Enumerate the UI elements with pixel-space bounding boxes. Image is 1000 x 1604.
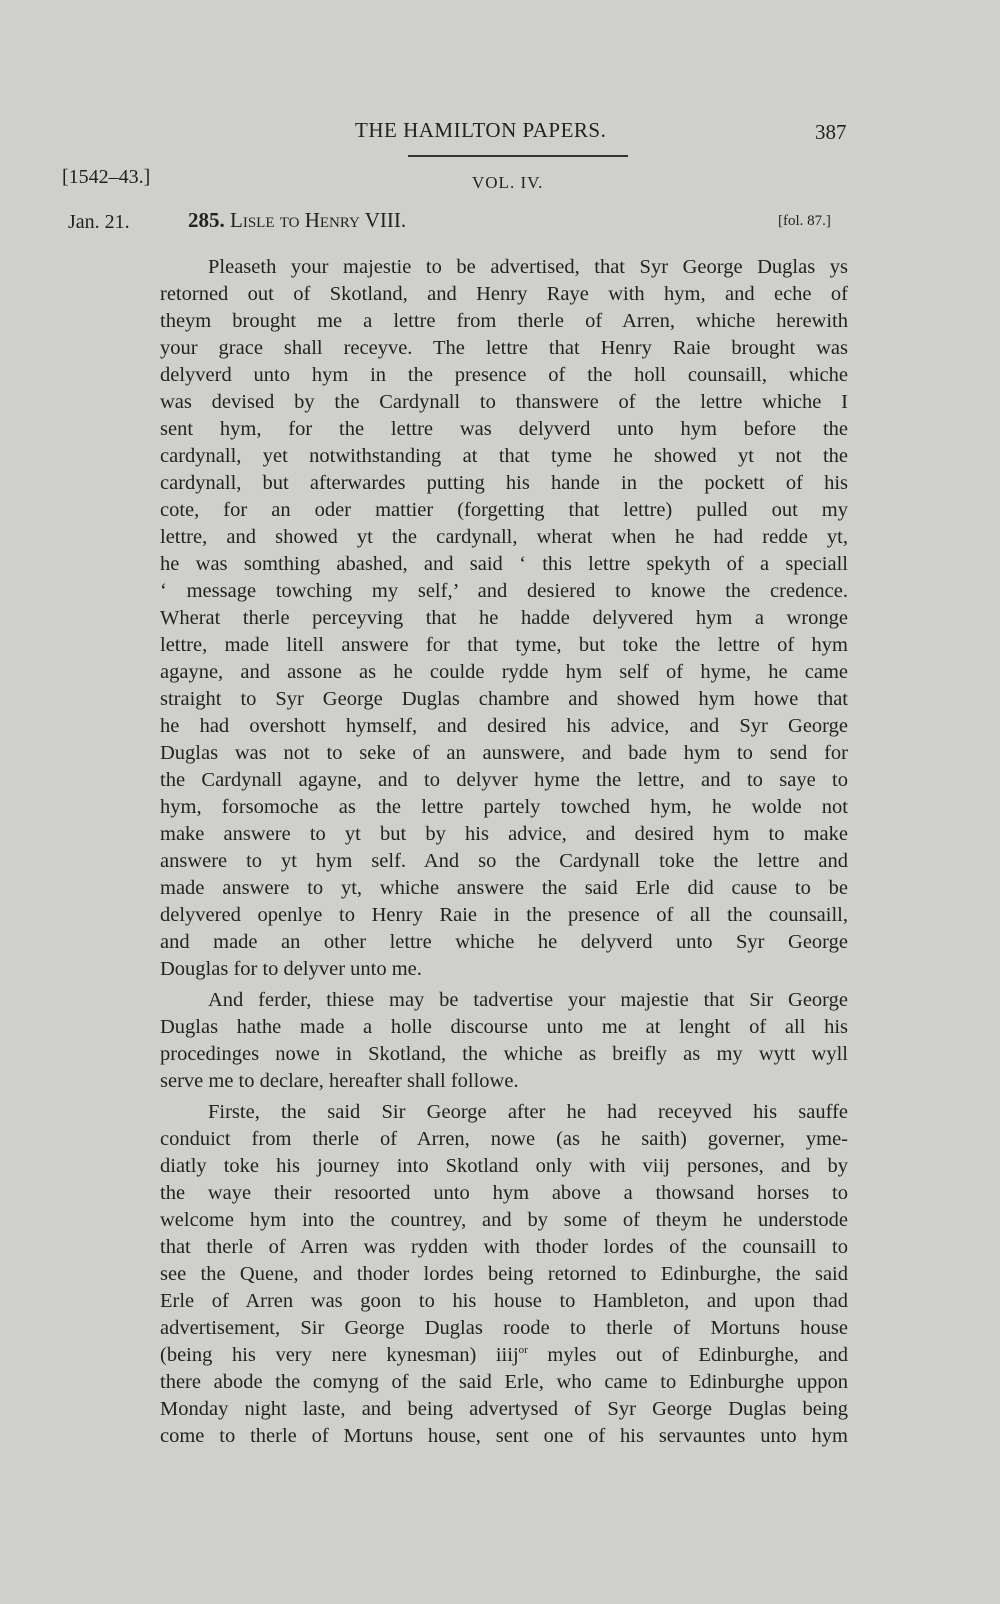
text-line: Erle of Arren was goon to his house to Hambleton, and upon thad (160, 1290, 848, 1312)
text-line: ‘ message towching my self,’ and desiered to knowe the credence. (160, 580, 848, 602)
letter-number: 285. (188, 208, 225, 232)
text-line-tail: myles out of Edinburghe, and (527, 1344, 848, 1366)
running-title: THE HAMILTON PAPERS. (355, 118, 607, 142)
text-line: straight to Syr George Duglas chambre and showed hym howe that (160, 688, 848, 710)
text-line: Pleaseth your majestie to be advertised, that Syr George Duglas ys (208, 256, 848, 278)
text-line: made answere to yt, whiche answere the said Erle did cause to be (160, 877, 848, 899)
text-line: that therle of Arren was rydden with thoder lordes of the counsaill to (160, 1236, 848, 1258)
text-line: Duglas was not to seke of an aunswere, and bade hym to send for (160, 742, 848, 764)
text-line: your grace shall receyve. The lettre that Henry Raie brought was (160, 337, 848, 359)
text-line: the Cardynall agayne, and to delyver hyme the lettre, and to saye to (160, 769, 848, 791)
page-number: 387 (815, 120, 847, 144)
text-line: make answere to yt but by his advice, and desired hym to make (160, 823, 848, 845)
text-line: Wherat therle perceyving that he hadde delyvered hym a wronge (160, 607, 848, 629)
text-line: hym, forsomoche as the lettre partely towched hym, he wolde not (160, 796, 848, 818)
text-line: come to therle of Mortuns house, sent one of his servauntes unto hym (160, 1425, 848, 1447)
volume-label: VOL. IV. (472, 173, 544, 192)
text-line: Duglas hathe made a holle discourse unto me at lenght of all his (160, 1016, 848, 1038)
text-line: Douglas for to delyver unto me. (160, 958, 422, 980)
letter-heading (188, 208, 406, 233)
text-line: theym brought me a lettre from therle of Arren, whiche herewith (160, 310, 848, 332)
text-line: sent hym, for the lettre was delyverd unto hym before the (160, 418, 848, 440)
header-rule (408, 155, 628, 157)
text-line: Firste, the said Sir George after he had receyved his sauffe (208, 1101, 848, 1123)
entry-date: Jan. 21. (68, 211, 130, 233)
text-line: conduict from therle of Arren, nowe (as he saith) governer, yme- (160, 1128, 848, 1150)
text-line: lettre, made litell answere for that tyme, but toke the lettre of hym (160, 634, 848, 656)
date-range: [1542–43.] (62, 166, 151, 188)
text-line: lettre, and showed yt the cardynall, wherat when he had redde yt, (160, 526, 848, 548)
text-line: see the Quene, and thoder lordes being retorned to Edinburghe, the said (160, 1263, 848, 1285)
text-line: agayne, and assone as he coulde rydde hym self of hyme, he came (160, 661, 848, 683)
folio-reference: [fol. 87.] (778, 213, 831, 229)
letter-body (160, 254, 848, 1450)
text-line: (being his very nere kynesman) iiij$^{or}$ myles out of Edinburghe, and (160, 1344, 848, 1366)
text-line: there abode the comyng of the said Erle, who came to Edinburghe uppon (160, 1371, 848, 1393)
text-line: was devised by the Cardynall to thanswere of the lettre whiche I (160, 391, 848, 413)
text-line: he was somthing abashed, and said ‘ this lettre spekyth of a speciall (160, 553, 848, 575)
text-line: welcome hym into the countrey, and by some of theym he understode (160, 1209, 848, 1231)
text-line: diatly toke his journey into Skotland only with viij persones, and by (160, 1155, 848, 1177)
text-line: the waye their resoorted unto hym above a thowsand horses to (160, 1182, 848, 1204)
letter-title: Lisle to Henry VIII. (230, 208, 407, 232)
text-line: and made an other lettre whiche he delyverd unto Syr George (160, 931, 848, 953)
text-line: delyvered openlye to Henry Raie in the presence of all the counsaill, (160, 904, 848, 926)
text-line: he had overshott hymself, and desired his advice, and Syr George (160, 715, 848, 737)
text-line: cote, for an oder mattier (forgetting that lettre) pulled out my (160, 499, 848, 521)
text-line: procedinges nowe in Skotland, the whiche as breifly as my wytt wyll (160, 1043, 848, 1065)
text-line: retorned out of Skotland, and Henry Raye with hym, and eche of (160, 283, 848, 305)
text-line: And ferder, thiese may be tadvertise your majestie that Sir George (208, 989, 848, 1011)
superscript: or (518, 1344, 528, 1357)
text-line: Monday night laste, and being advertysed of Syr George Duglas being (160, 1398, 848, 1420)
text-line: cardynall, but afterwardes putting his hande in the pockett of his (160, 472, 848, 494)
text-line: delyverd unto hym in the presence of the holl counsaill, whiche (160, 364, 848, 386)
text-line: cardynall, yet notwithstanding at that tyme he showed yt not the (160, 445, 848, 467)
text-line: answere to yt hym self. And so the Cardynall toke the lettre and (160, 850, 848, 872)
text-line: advertisement, Sir George Duglas roode to therle of Mortuns house (160, 1317, 848, 1339)
text-line: serve me to declare, hereafter shall followe. (160, 1070, 519, 1092)
